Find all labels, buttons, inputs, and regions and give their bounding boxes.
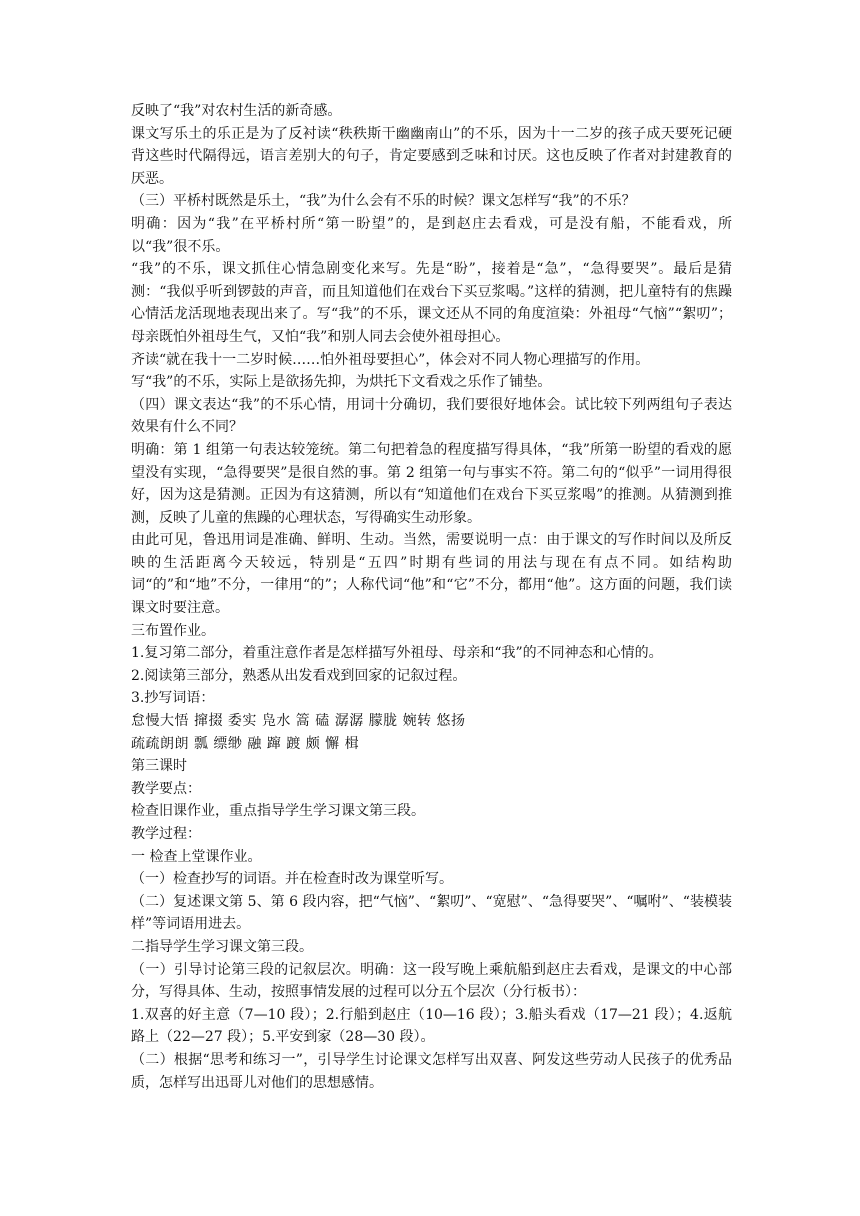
paragraph: （四）课文表达“我”的不乐心情，用词十分确切，我们要很好地体会。试比较下列两组句子表达效果有什么不同？ (131, 396, 732, 436)
vocabulary-line: 怠慢大悟 撺掇 委实 凫水 篙 磕 潺潺 朦胧 婉转 悠扬 (131, 713, 466, 730)
paragraph: 明确：因为“我”在平桥村所“第一盼望”的，是到赵庄去看戏，可是没有船，不能看戏，所以“我”很不乐。 (131, 215, 732, 255)
paragraph: 反映了“我”对农村生活的新奇感。 (131, 103, 342, 119)
paragraph: “我”的不乐，课文抓住心情急剧变化来写。先是“盼”，接着是“急”，“急得要哭”。最后是猜测：“我似乎听到锣鼓的声音，而且知道他们在戏台下买豆浆喝。”这样的猜测，把儿童特有的焦躁心情活龙活现地表现出来了。写“我”的不乐，课文还从不同的角度渲染：外祖母“气恼”“絮叨”；母亲既怕外祖母生气，又怕“我”和别人同去会使外祖母担心。 (131, 261, 732, 345)
paragraph: 由此可见，鲁迅用词是准确、鲜明、生动。当然，需要说明一点：由于课文的写作时间以及所反映的生活距离今天较远，特别是“五四”时期有些词的用法与现在有点不同。如结构助词“的”和“地”不分，一律用“的”；人称代词“他”和“它”不分，都用“他”。这方面的问题，我们读课文时要注意。 (131, 532, 732, 617)
paragraph: （二）复述课文第 5、第 6 段内容，把“气恼”、“絮叨”、“宽慰”、“急得要哭”、“嘱咐”、“装模装样”等词语用进去。 (131, 893, 732, 933)
homework-item: 2.阅读第三部分，熟悉从出发看戏到回家的记叙过程。 (131, 667, 467, 684)
paragraph: 课文写乐土的乐正是为了反衬读“秩秩斯干幽幽南山”的不乐，因为十一二岁的孩子成天要死记硬背这些时代隔得远，语言差别大的句子，肯定要感到乏味和讨厌。这也反映了作者对封建教育的厌恶。 (131, 125, 732, 187)
section-label: 教学要点： (131, 780, 201, 797)
section-label: 教学过程： (131, 826, 201, 842)
homework-item: 3.抄写词语： (131, 690, 215, 707)
lesson-heading: 第三课时 (131, 758, 187, 775)
paragraph: （一）检查抄写的词语。并在检查时改为课堂听写。 (131, 871, 453, 888)
paragraph: 明确：第 1 组第一句表达较笼统。第二句把着急的程度描写得具体，“我”所第一盼望的看戏的愿望没有实现，“急得要哭”是很自然的事。第 2 组第一句与事实不符。第二句的“似乎”一词用得很好，因为这是猜测。正因为有这猜测，所以有“知道他们在戏台下买豆浆喝”的推测。从猜测到推测，反映了儿童的焦躁的心理状态，写得确实生动形象。 (131, 441, 732, 526)
paragraph: （二）根据“思考和练习一”，引导学生讨论课文怎样写出双喜、阿发这些劳动人民孩子的优秀品质，怎样写出迅哥儿对他们的思想感情。 (131, 1051, 732, 1091)
vocabulary-line: 疏疏朗朗 瓢 缥缈 融 蹿 踱 颇 懈 楫 (131, 735, 360, 752)
paragraph: 1.双喜的好主意（7—10 段）；2.行船到赵庄（10—16 段）；3.船头看戏（17—21 段）；4.返航路上（22—27 段）；5.平安到家（28—30 段）。 (131, 1006, 732, 1046)
homework-item: 1.复习第二部分，着重注意作者是怎样描写外祖母、母亲和“我”的不同神态和心情的。 (131, 645, 663, 662)
paragraph: 检查旧课作业，重点指导学生学习课文第三段。 (131, 803, 425, 820)
paragraph: 写“我”的不乐，实际上是欲扬先抑，为烘托下文看戏之乐作了铺垫。 (131, 374, 552, 391)
section-heading: 二指导学生学习课文第三段。 (131, 938, 313, 955)
paragraph: （一）引导讨论第三段的记叙层次。明确：这一段写晚上乘航船到赵庄去看戏，是课文的中心部分，写得具体、生动，按照事情发展的过程可以分五个层次（分行板书）： (131, 961, 732, 1001)
section-heading: 一 检查上堂课作业。 (131, 848, 262, 865)
paragraph: 齐读“就在我十一二岁时候……怕外祖母要担心”，体会对不同人物心理描写的作用。 (131, 351, 650, 368)
section-heading: 三布置作业。 (131, 622, 215, 639)
paragraph: （三）平桥村既然是乐土，“我”为什么会有不乐的时候？课文怎样写“我”的不乐？ (131, 193, 636, 210)
